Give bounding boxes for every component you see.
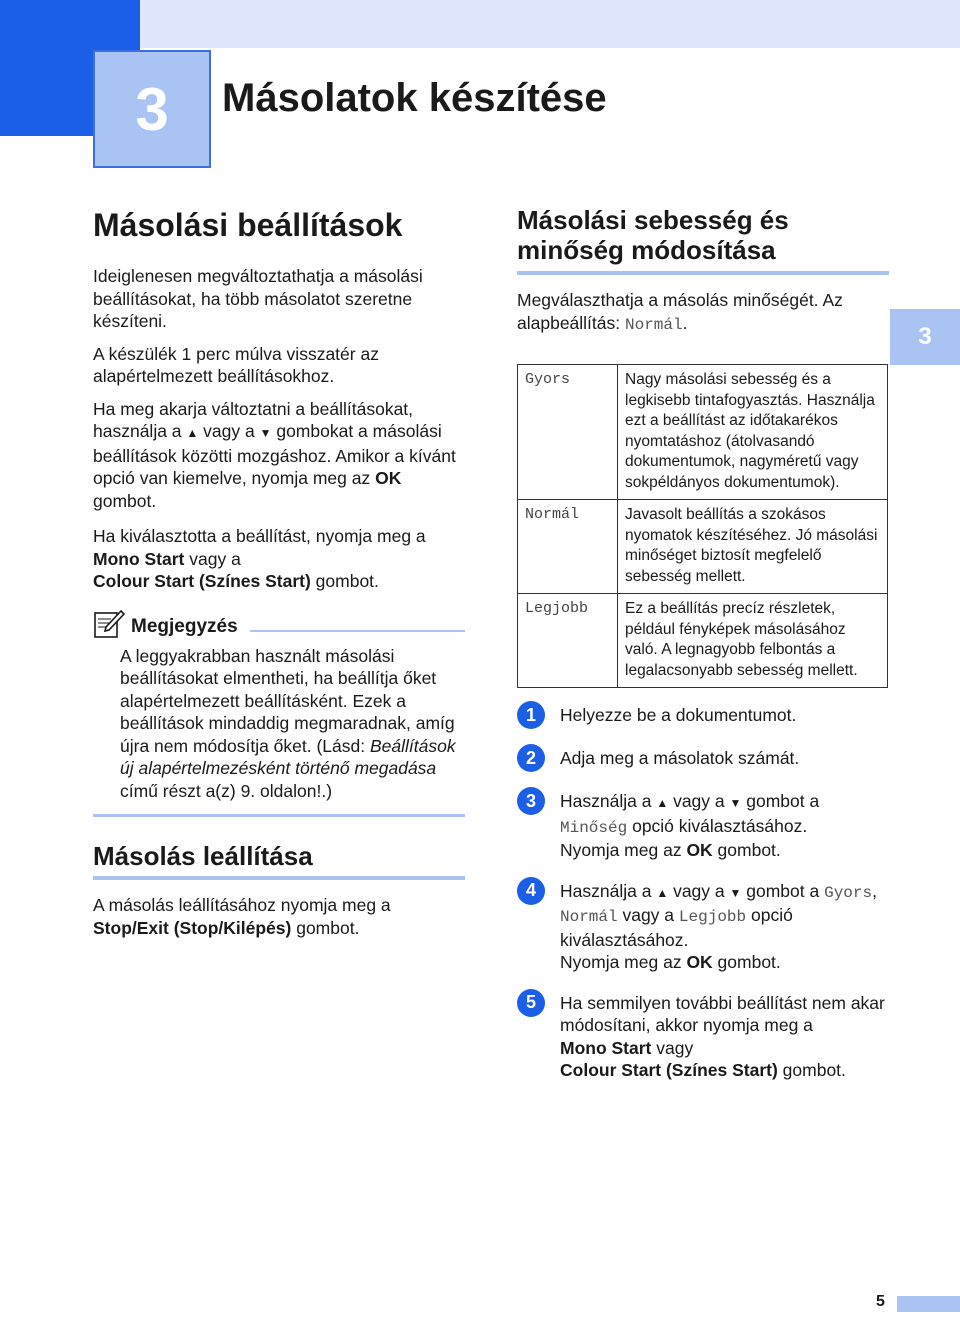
paragraph-navigation: Ha meg akarja változtatni a beállításokat, használja a ▲ vagy a ▼ gombokat a másolási beállítások közötti mozgáshoz. Amikor a kívánt opció van kiemelve, nyomja meg az OK gombot. <box>93 398 456 511</box>
stop-exit-label: Stop/Exit (Stop/Kilépés) <box>93 917 292 938</box>
note-pencil-icon <box>93 609 125 644</box>
default-setting-value: Normál <box>625 315 683 334</box>
step-number-badge: 5 <box>517 989 545 1017</box>
note-bottom-rule <box>93 814 465 817</box>
section-heading-speed-quality: Másolási sebesség és minőség módosítása <box>517 205 789 265</box>
side-chapter-number: 3 <box>918 323 932 350</box>
colour-start-label: Colour Start (Színes Start) <box>93 571 311 591</box>
step-text: Helyezze be a dokumentumot. <box>560 705 797 725</box>
side-chapter-tab <box>890 309 960 365</box>
step-2 <box>517 747 889 772</box>
chapter-number: 3 <box>135 75 169 143</box>
table-cell-value: Nagy másolási sebesség és a legkisebb tintafogyasztás. Használja ezt a beállítást az időtakarékos nyomtatáshoz (átolvasandó dokumentumok, nagyméretű vagy sokpéldányos dokumentumok). <box>618 365 888 500</box>
section-heading-stop-copy: Másolás leállítása <box>93 841 313 871</box>
table-row <box>518 500 888 594</box>
down-arrow-icon: ▼ <box>729 796 742 810</box>
section-heading-copy-settings: Másolási beállítások <box>93 207 403 243</box>
step-number-badge: 2 <box>517 744 545 772</box>
table-cell-key: Legjobb <box>518 594 618 688</box>
section-rule-stop <box>93 876 465 880</box>
paragraph-intro: Ideiglenesen megváltoztathatja a másolási beállításokat, ha több másolatot szeretne készíteni. <box>93 266 423 331</box>
down-arrow-icon: ▼ <box>259 426 272 440</box>
step-number-badge: 1 <box>517 701 545 729</box>
note-divider <box>250 630 465 632</box>
ok-key-label: OK <box>375 468 402 488</box>
header-band <box>140 0 960 48</box>
up-arrow-icon: ▲ <box>656 796 669 810</box>
paragraph-stop: A másolás leállításához nyomja meg a Stop/Exit (Stop/Kilépés) gombot. <box>93 895 391 938</box>
note-title: Megjegyzés <box>131 615 238 637</box>
page-number: 5 <box>876 1293 885 1310</box>
section-rule-speed <box>517 271 889 275</box>
table-row <box>518 594 888 688</box>
step-text: Adja meg a másolatok számát. <box>560 748 800 768</box>
step-number-badge: 3 <box>517 787 545 815</box>
note-body: A leggyakrabban használt másolási beállításokat elmentheti, ha beállítja őket alapértelmezett beállításként. Ezek a beállítások mindaddig megmaradnak, amíg újra nem módosítja őket. (Lásd: Beállítások új alapértelmezésként történő megadása című részt a(z) 9. oldalon!.) <box>120 645 456 801</box>
step-text: Ha semmilyen további beállítást nem akar módosítani, akkor nyomja meg a Mono Start vagy Colour Start (Színes Start) gombot. <box>560 992 885 1080</box>
up-arrow-icon: ▲ <box>656 885 669 900</box>
down-arrow-icon: ▼ <box>729 885 742 900</box>
step-5 <box>517 992 889 1082</box>
table-cell-value: Ez a beállítás precíz részletek, például fényképek másolásához való. A legnagyobb felbontás a legalacsonyabb sebesség mellett. <box>618 594 888 688</box>
step-1 <box>517 704 889 729</box>
chapter-number-box <box>93 50 211 168</box>
note-reference: Beállítások új alapértelmezésként történő megadása <box>120 735 456 778</box>
paragraph-timeout: A készülék 1 perc múlva visszatér az alapértelmezett beállításokhoz. <box>93 343 379 386</box>
paragraph-start: Ha kiválasztotta a beállítást, nyomja meg a Mono Start vagy a Colour Start (Színes Start) gombot. <box>93 526 426 591</box>
paragraph-quality-intro: Megválaszthatja a másolás minőségét. Az alapbeállítás: Normál. <box>517 290 843 334</box>
step-text: Használja a ▲ vagy a ▼ gombot a Minőség opció kiválasztásához. Nyomja meg az OK gombot. <box>560 791 820 860</box>
step-number-badge: 4 <box>517 877 545 905</box>
table-row <box>518 365 888 500</box>
right-column <box>517 205 889 1082</box>
table-cell-value: Javasolt beállítás a szokásos nyomatok készítéséhez. Jó másolási minőséget biztosít megfelelő sebesség mellett. <box>618 500 888 594</box>
up-arrow-icon: ▲ <box>186 426 199 440</box>
table-cell-key: Gyors <box>518 365 618 500</box>
table-cell-key: Normál <box>518 500 618 594</box>
note-box <box>93 611 465 803</box>
left-column <box>93 205 465 939</box>
step-4 <box>517 880 889 974</box>
note-header <box>93 611 465 643</box>
step-3 <box>517 790 889 862</box>
footer-bar <box>897 1296 960 1312</box>
page-title: Másolatok készítése <box>222 76 607 120</box>
step-text: Használja a ▲ vagy a ▼ gombot a Gyors, Normál vagy a Legjobb opció kiválasztásához. Nyomja meg az OK gombot. <box>560 880 877 972</box>
quality-options-table <box>517 364 888 688</box>
mono-start-label: Mono Start <box>93 548 185 569</box>
